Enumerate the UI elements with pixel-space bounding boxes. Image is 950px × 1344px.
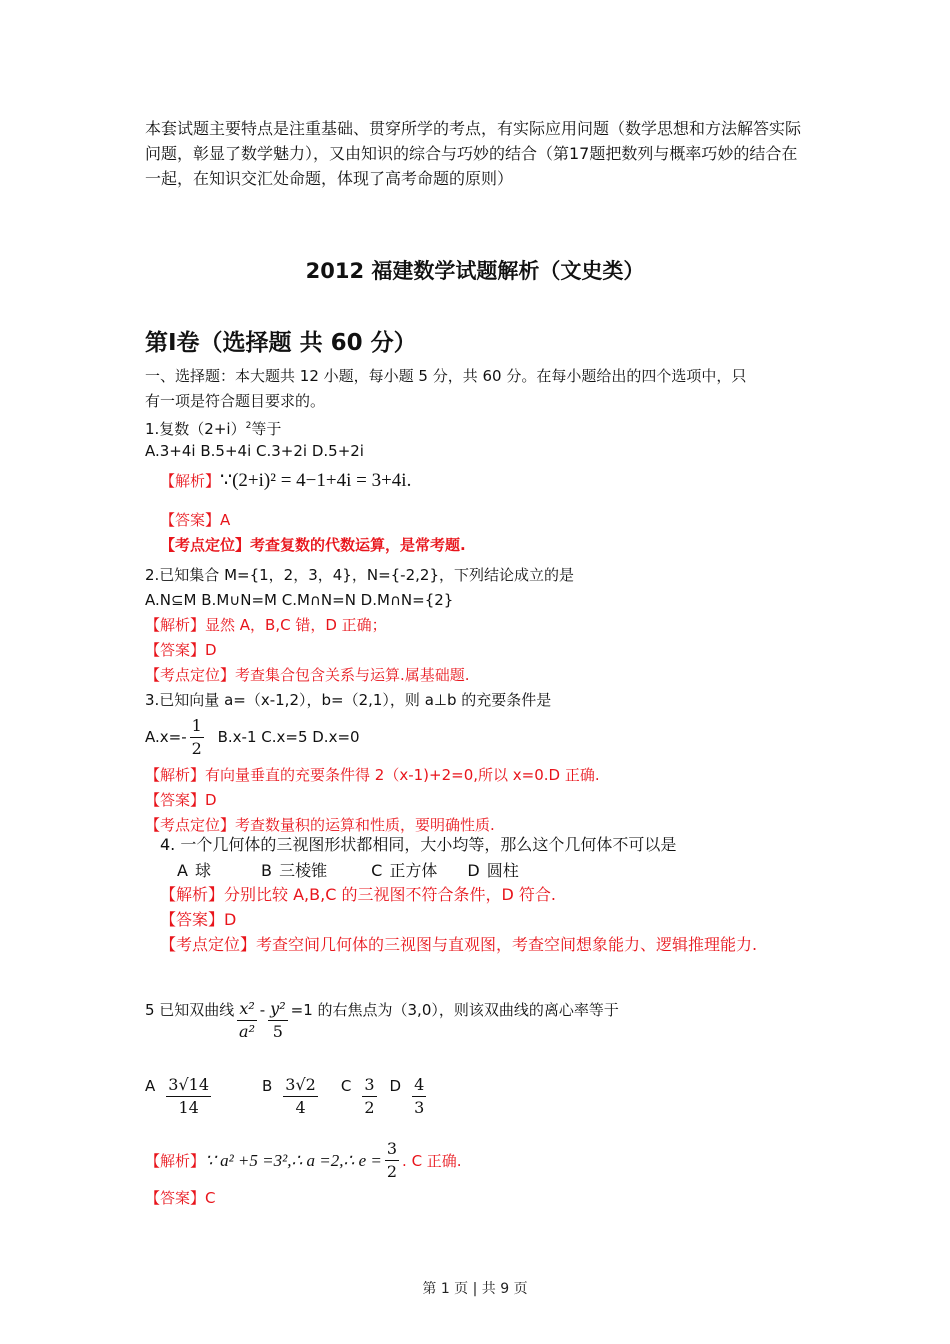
analysis-label: 【解析】: [160, 472, 221, 490]
q1-answer-value: A: [220, 511, 231, 529]
q5-option-b-fraction: [283, 1074, 318, 1119]
q5-analysis: [145, 1138, 462, 1183]
answer-label: 【答案】: [145, 791, 206, 809]
q3-analysis-text: 有向量垂直的充要条件得 2（x-1)+2=0,所以 x=0.D 正确.: [205, 766, 600, 784]
q4-option-b: B 三棱锥: [261, 861, 328, 880]
q3-answer-value: D: [205, 791, 217, 809]
q4-keypoint-text: 考查空间几何体的三视图与直观图，考查空间想象能力、逻辑推理能力.: [256, 935, 758, 954]
q3-keypoint: [145, 814, 495, 836]
answer-label: 【答案】: [160, 511, 221, 529]
q1-analysis-math: ∵(2+i)² = 4−1+4i = 3+4i.: [220, 470, 412, 491]
q3-option-a-fraction: [190, 715, 204, 760]
q5-option-a-label: A: [145, 1077, 156, 1095]
q5-fraction-x: [237, 998, 256, 1043]
q5-stem-text: 5 已知双曲线: [145, 1001, 235, 1019]
q5-options: [145, 1074, 429, 1119]
q5-fraction-y: [268, 998, 287, 1043]
q2-analysis-text: 显然 A，B,C 错，D 正确；: [205, 616, 387, 634]
fraction-denominator: 2: [386, 1162, 398, 1181]
fraction-numerator: x²: [237, 998, 256, 1021]
q3-option-a: A.x=-: [145, 728, 187, 746]
q1-options: A.3+4i B.5+4i C.3+2i D.5+2i: [145, 442, 364, 460]
q4-analysis-text: 分别比较 A,B,C 的三视图不符合条件，D 符合.: [224, 885, 556, 904]
fraction-numerator: 3√14: [166, 1074, 211, 1097]
fraction-numerator: 1: [190, 715, 204, 738]
q4-answer: [160, 909, 236, 931]
q4-options: [177, 860, 519, 882]
fraction-numerator: 3√2: [283, 1074, 318, 1097]
q3-keypoint-text: 考查数量积的运算和性质，要明确性质.: [235, 816, 495, 834]
q5-answer: [145, 1187, 216, 1209]
q4-stem: 4. 一个几何体的三视图形状都相同，大小均等，那么这个几何体不可以是: [160, 835, 677, 854]
q5-option-c-fraction: [362, 1074, 376, 1119]
instructions-line-1: 一、选择题：本大题共 12 小题，每小题 5 分，共 60 分。在每小题给出的四个选项中，只: [145, 367, 747, 385]
keypoint-label: 【考点定位】: [145, 666, 236, 684]
fraction-denominator: 14: [178, 1098, 199, 1117]
analysis-label: 【解析】: [145, 616, 206, 634]
q5-analysis-end: . C 正确.: [402, 1151, 462, 1170]
q3-analysis: [145, 764, 600, 786]
analysis-label: 【解析】: [145, 1151, 206, 1170]
q3-options-rest: B.x-1 C.x=5 D.x=0: [217, 728, 360, 746]
fraction-denominator: 3: [414, 1098, 425, 1117]
answer-label: 【答案】: [145, 641, 206, 659]
q2-stem: 2.已知集合 M={1，2，3，4}，N={-2,2}，下列结论成立的是: [145, 566, 574, 584]
q3-options: [145, 714, 360, 760]
analysis-label: 【解析】: [145, 766, 206, 784]
q2-keypoint-text: 考查集合包含关系与运算.属基础题.: [235, 666, 470, 684]
fraction-denominator: 2: [364, 1098, 375, 1117]
fraction-numerator: 3: [362, 1074, 376, 1097]
q5-analysis-math: ∵ a² +5 =3²,∴ a =2,∴ e =: [205, 1150, 382, 1170]
keypoint-label: 【考点定位】: [160, 536, 251, 554]
q1-keypoint-text: 考查复数的代数运算，是常考题.: [250, 536, 466, 554]
keypoint-label: 【考点定位】: [145, 816, 236, 834]
q5-option-a-fraction: [166, 1074, 211, 1119]
q4-option-a: A 球: [177, 861, 212, 880]
q5-option-c-label: C: [340, 1077, 352, 1095]
q5-analysis-fraction: [385, 1138, 399, 1183]
q3-answer: [145, 789, 217, 811]
q1-stem-end: 等于: [251, 420, 282, 438]
q4-option-d: D 圆柱: [467, 861, 519, 880]
q5-option-d-fraction: [412, 1074, 426, 1119]
q1-answer: [160, 509, 230, 531]
keypoint-label: 【考点定位】: [160, 935, 257, 954]
page-footer: 第 1 页 | 共 9 页: [422, 1281, 528, 1297]
answer-label: 【答案】: [145, 1189, 206, 1207]
fraction-denominator: a²: [239, 1022, 255, 1041]
fraction-numerator: 3: [385, 1138, 399, 1161]
section-heading: 第I卷（选择题 共 60 分）: [145, 330, 417, 356]
q5-stem-end: =1 的右焦点为（3,0），则该双曲线的离心率等于: [290, 1001, 619, 1019]
q4-analysis: [160, 884, 556, 906]
fraction-denominator: 2: [191, 739, 202, 758]
answer-label: 【答案】: [160, 910, 225, 929]
q4-option-c: C 正方体: [371, 861, 438, 880]
q2-options: A.N⊆M B.M∪N=M C.M∩N=N D.M∩N={2}: [145, 591, 454, 609]
q1-keypoint: [160, 534, 466, 556]
q2-analysis: [145, 614, 387, 636]
q4-keypoint: [160, 934, 757, 956]
q1-exponent: 2: [245, 421, 252, 431]
q5-option-b-label: B: [262, 1077, 273, 1095]
q5-answer-value: C: [205, 1189, 216, 1207]
intro-paragraph: 本套试题主要特点是注重基础、贯穿所学的考点，有实际应用问题（数学思想和方法解答实际问题，彰显了数学魅力），又由知识的综合与巧妙的结合（第17题把数列与概率巧妙的结合在一起，在知识交汇处命题，体现了高考命题的原则）: [145, 119, 802, 188]
q2-keypoint: [145, 664, 470, 686]
q1-analysis: [160, 470, 411, 492]
fraction-numerator: 4: [412, 1074, 426, 1097]
q5-stem: [145, 998, 619, 1043]
fraction-numerator: y²: [268, 998, 287, 1021]
q2-answer-value: D: [205, 641, 217, 659]
analysis-label: 【解析】: [160, 885, 225, 904]
instructions-line-2: 有一项是符合题目要求的。: [145, 392, 326, 410]
q4-answer-value: D: [224, 910, 237, 929]
q5-minus: -: [259, 1001, 266, 1019]
document-title: 2012 福建数学试题解析（文史类）: [305, 259, 645, 283]
q3-stem: 3.已知向量 a=（x-1,2），b=（2,1），则 a⊥b 的充要条件是: [145, 691, 552, 709]
q2-answer: [145, 639, 217, 661]
q1-stem-text: 1.复数（2+i）: [145, 420, 246, 438]
q5-option-d-label: D: [389, 1077, 402, 1095]
q1-stem: [145, 415, 281, 440]
fraction-denominator: 5: [272, 1022, 283, 1041]
fraction-denominator: 4: [295, 1098, 306, 1117]
